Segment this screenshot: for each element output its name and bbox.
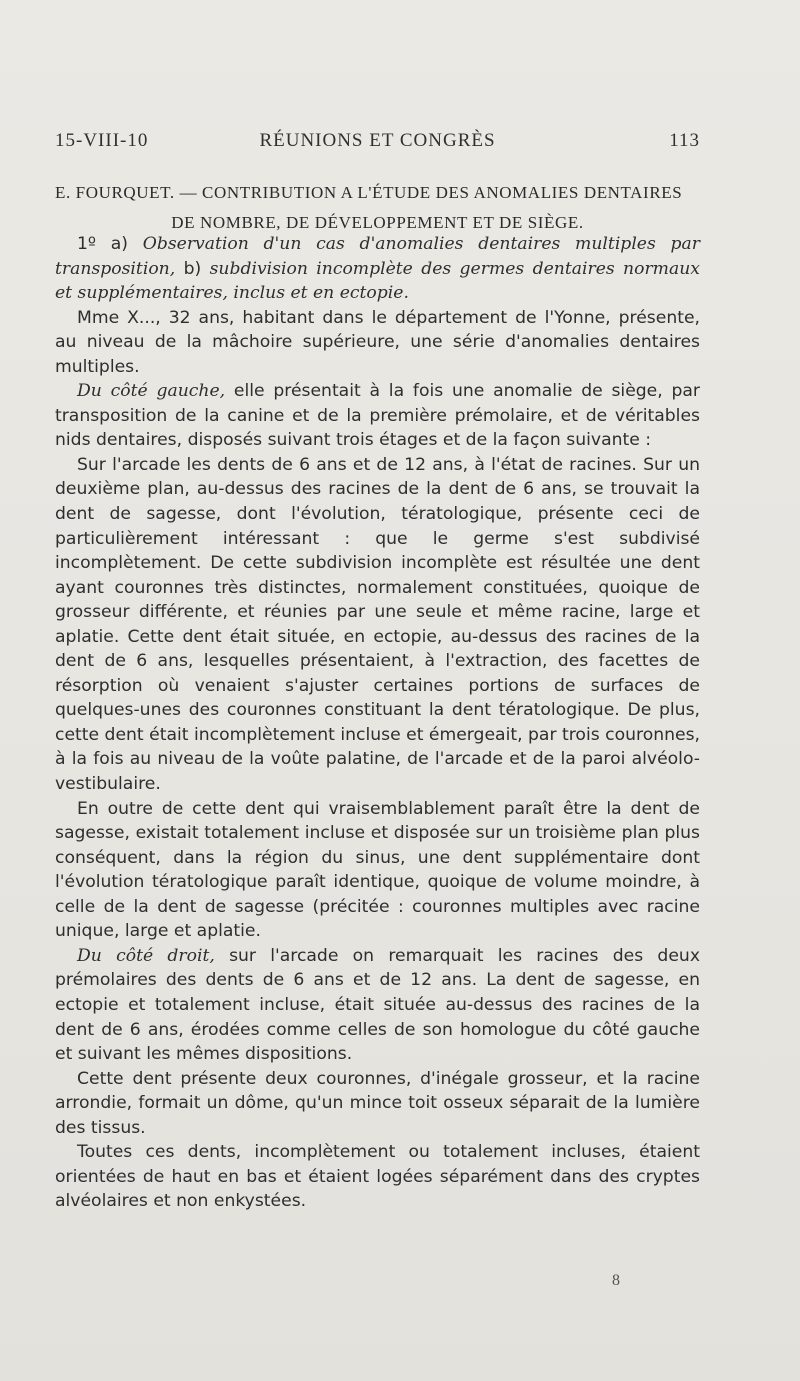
article-title-line-2: DE NOMBRE, DE DÉVELOPPEMENT ET DE SIÈGE. bbox=[171, 213, 584, 232]
paragraph-7: Cette dent présente deux couronnes, d'inégale grosseur, et la racine arrondie, formait un dôme, qu'un mince toit osseux séparait de la lumière des tissus. bbox=[55, 1068, 700, 1138]
paragraph-3-italic: Du côté gauche, bbox=[77, 381, 226, 402]
paragraph-3-text: elle présentait à la fois une anomalie de siège, par transposition de la canine et de la première prémolaire, et de véritables nids dentaires, disposés suivant trois étages et de la façon suivante : bbox=[55, 381, 700, 451]
paragraph-1-lead: 1º a) bbox=[77, 234, 143, 254]
paragraph-5: En outre de cette dent qui vraisemblablement paraît être la dent de sagesse, existait totalement incluse et disposée sur un troisième plan plus conséquent, dans la région du sinus, une dent supplémentaire dont l'évolution tératologique paraît identique, quoique de volume moindre, à celle de la dent de sagesse (précitée : couronnes multiples avec racine unique, large et aplatie. bbox=[55, 798, 700, 942]
header-section-title: RÉUNIONS ET CONGRÈS bbox=[259, 130, 496, 151]
article-title bbox=[55, 178, 700, 238]
paragraph-6-italic: Du côté droit, bbox=[77, 945, 215, 966]
paragraph-1-italic-a: Observation d'un cas d'anomalies dentaires multiples par transposition, bbox=[55, 234, 700, 279]
paragraph-6-text: sur l'arcade on remarquait les racines des deux prémolaires des dents de 6 ans et de 12 ans. La dent de sagesse, en ectopie et totalement incluse, était située au-dessus des racines de la dent de 6 ans, érodées comme celles de son homologue du côté gauche et suivant les mêmes dispositions. bbox=[55, 945, 700, 1065]
signature-mark: 8 bbox=[612, 1272, 620, 1289]
paragraph-1-mid: b) bbox=[175, 258, 210, 279]
paragraph-1-italic-b: subdivision incomplète des germes dentaires normaux et supplémentaires, inclus et en ectopie. bbox=[55, 258, 700, 304]
article-title-line-1: E. FOURQUET. — CONTRIBUTION A L'ÉTUDE DES ANOMALIES DENTAIRES bbox=[55, 183, 683, 202]
article-body bbox=[55, 232, 700, 1214]
paragraph-6 bbox=[55, 944, 700, 1067]
paragraph-8: Toutes ces dents, incomplètement ou totalement incluses, étaient orientées de haut en bas et étaient logées séparément dans des cryptes alvéolaires et non enkystées. bbox=[55, 1142, 700, 1212]
paragraph-1 bbox=[55, 232, 700, 306]
paragraph-2: Mme X..., 32 ans, habitant dans le département de l'Yonne, présente, au niveau de la mâchoire supérieure, une série d'anomalies dentaires multiples. bbox=[55, 307, 700, 377]
paragraph-3 bbox=[55, 379, 700, 453]
paragraph-4: Sur l'arcade les dents de 6 ans et de 12 ans, à l'état de racines. Sur un deuxième plan, au-dessus des racines de la dent de 6 ans, se trouvait la dent de sagesse, dont l'évolution, tératologique, présente ceci de particulièrement intéressant : que le germe s'est subdivisé incomplètement. De cette subdivision incomplète est résultée une dent ayant couronnes très distinctes, normalement constituées, quoique de grosseur différente, et réunies par une seule et même racine, large et aplatie. Cette dent était située, en ectopie, au-dessus des racines de la dent de 6 ans, lesquelles présentaient, à l'extraction, des facettes de résorption où venaient s'ajuster certaines portions de surfaces de quelques-unes des couronnes constituant la dent tératologique. De plus, cette dent était incomplètement incluse et émergeait, par trois couronnes, à la fois au niveau de la voûte palatine, de l'arcade et de la paroi alvéolo-vestibulaire. bbox=[55, 454, 700, 795]
header-page-number: 113 bbox=[669, 130, 700, 151]
running-header bbox=[55, 130, 700, 156]
header-date: 15-VIII-10 bbox=[55, 130, 149, 151]
